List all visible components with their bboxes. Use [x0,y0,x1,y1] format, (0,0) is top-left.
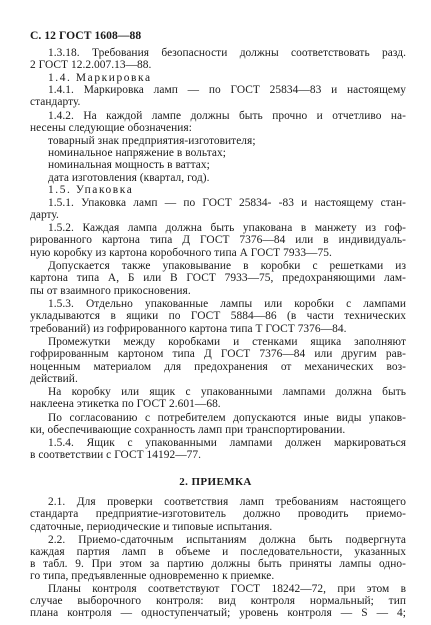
text-line: 2.1. Для проверки соответствия ламп требованиям настоящего [48,496,406,508]
text-line: 1.3.18. Требования безопасности должны соответствовать разд. [48,46,406,59]
subsection-heading: 1.4. Маркировка [48,71,152,84]
text-line: пы от взаимного прикосновения. [30,285,191,298]
text-line: дата изготовления (квартал, год). [48,171,210,184]
text-line: плана контроля — одноступенчатый; уровень контроля — S — 4; [30,607,406,619]
text-line: каждая партия ламп в объеме и последовательности, указанных [30,546,406,558]
text-line: номинальное напряжение в вольтах; [48,146,226,159]
text-line: стандарту. [30,95,81,108]
text-line: стандарта предприятие-изготовитель должно проводить приемо- [30,508,406,521]
text-line: сдаточные, периодические и типовые испытания. [30,521,273,533]
text-line: ки, обеспечивающие сохранность ламп при транспортировании. [30,423,346,436]
text-line: ноценным материалом для предохранения от механических воз- [30,361,406,373]
text-line: ную коробку из картона коробочного типа А ГОСТ 7933—75. [30,247,332,260]
text-line: 1.5.4. Ящик с упакованными лампами должен маркироваться [48,436,406,449]
text-line: 1.5.2. Каждая лампа должна быть упакована в манжету из гоф- [48,222,406,235]
text-line: Допускается также упаковывание в коробки с решетками из [48,260,406,273]
text-line: 1.5.1. Упаковка ламп — по ГОСТ 25834- -83 и настоящему стан- [48,197,406,210]
subsection-heading: 1.5. Упаковка [48,184,134,197]
text-line: На коробку или ящик с упакованными лампами должна быть [48,386,406,398]
text-line: несены следующие обозначения: [30,121,192,134]
text-line: 1.4.1. Маркировка ламп — по ГОСТ 25834—83 и настоящему [48,83,406,96]
text-line: картона типа А, Б или В ГОСТ 7933—75, предохраняющими лам- [30,272,406,285]
text-line: Промежутки между коробками и стенками ящика заполняют [48,336,406,349]
text-line: действий. [30,373,78,386]
text-line: укладываются в ящики по ГОСТ 5884—86 (в части технических [30,310,406,323]
text-line: 2 ГОСТ 12.2.007.13—88. [30,58,152,71]
text-line: в табл. 9. При этом за партию должны быть приняты лампы одно- [30,558,406,570]
text-line: в соответствии с ГОСТ 14192—77. [30,448,202,461]
text-line: наклеена этикетка по ГОСТ 2.601—68. [30,398,221,410]
section-heading: 2. ПРИЕМКА [179,475,252,488]
text-line: требований) из гофрированного картона типа Т ГОСТ 7376—84. [30,323,347,336]
text-line: товарный знак предприятия-изготовителя; [48,134,256,147]
text-line: 1.5.3. Отдельно упакованные лампы или коробки с лампами [48,298,406,311]
text-line: Планы контроля соответствуют ГОСТ 18242—72, при этом в [48,583,406,595]
text-line: номинальная мощность в ваттах; [48,158,210,171]
page-header: С. 12 ГОСТ 1608—88 [30,29,142,42]
text-line: рированного картона типа Д ГОСТ 7376—84 или в индивидуаль- [30,234,406,247]
text-line: случае выборочного контроля: вид контроля нормальный; тип [30,595,406,607]
text-line: 2.2. Приемо-сдаточным испытаниям должна быть подвергнута [48,534,406,546]
text-line: гофрированным картоном типа Д ГОСТ 7376—84 или другим рав- [30,348,406,361]
text-line: го типа, предъявленные одновременно к приемке. [30,570,275,582]
text-line: По согласованию с потребителем допускаются иные виды упаков- [48,411,406,424]
text-line: 1.4.2. На каждой лампе должны быть прочно и отчетливо на- [48,109,406,122]
text-line: дарту. [30,209,59,222]
